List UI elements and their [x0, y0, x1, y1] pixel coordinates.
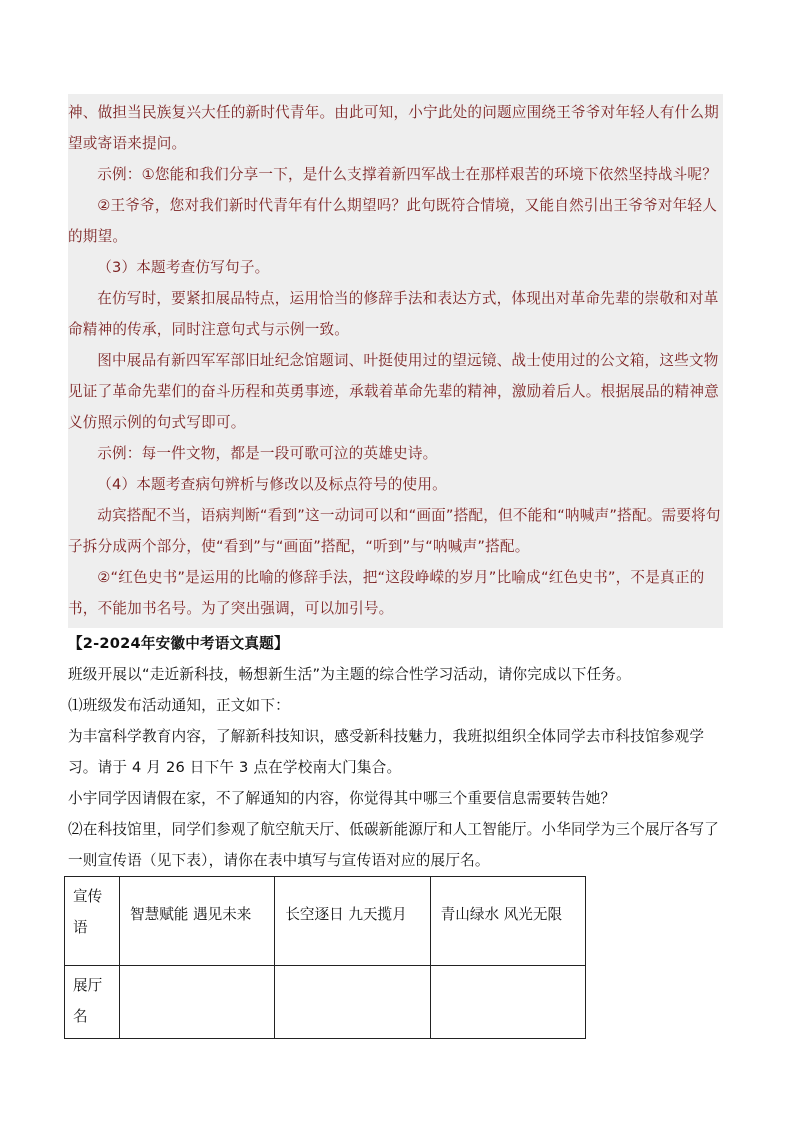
- row-header-hall: 展厅名: [65, 966, 120, 1039]
- slogan-cell: 长空逐日 九天揽月: [275, 877, 430, 966]
- question-block: [68, 628, 728, 876]
- slogan-cell: 青山绿水 风光无限: [430, 877, 585, 966]
- table-row: [65, 877, 586, 966]
- notice-text: 为丰富科学教育内容，了解新科技知识，感受新科技魅力，我班拟组织全体同学去市科技馆参观学习。请于 4 月 26 日下午 3 点在学校南大门集合。: [68, 728, 705, 776]
- answer-line: 示例：每一件文物，都是一段可歌可泣的英雄史诗。: [97, 445, 438, 462]
- slogan-hall-table: [64, 876, 586, 1039]
- question-2: ⑵在科技馆里，同学们参观了航空航天厅、低碳新能源厅和人工智能厅。小华同学为三个展厅各写了一则宣传语（见下表），请你在表中填写与宣传语对应的展厅名。: [68, 821, 719, 869]
- answer-analysis-block: [68, 94, 723, 628]
- slogan-cell: 智慧赋能 遇见未来: [120, 877, 275, 966]
- answer-line: ②王爷爷，您对我们新时代青年有什么期望吗？此句既符合情境，又能自然引出王爷爷对年轻人的期望。: [68, 197, 718, 245]
- answer-line: 图中展品有新四军军部旧址纪念馆题词、叶挺使用过的望远镜、战士使用过的公文箱，这些文物见证了革命先辈们的奋斗历程和英勇事迹，承载着革命先辈的精神，激励着后人。根据展品的精神意义仿照示例的句式写即可。: [68, 352, 719, 431]
- question-1: ⑴班级发布活动通知，正文如下：: [68, 697, 290, 714]
- table-row: [65, 966, 586, 1039]
- answer-line: 示例：①您能和我们分享一下，是什么支撑着新四军战士在那样艰苦的环境下依然坚持战斗呢？: [97, 166, 718, 183]
- answer-line: （3）本题考查仿写句子。: [97, 259, 270, 276]
- hall-answer-cell[interactable]: [120, 966, 275, 1039]
- question-intro: 班级开展以“走近新科技，畅想新生活”为主题的综合性学习活动，请你完成以下任务。: [68, 666, 631, 683]
- row-header-slogan: 宣传语: [65, 877, 120, 966]
- hall-answer-cell[interactable]: [430, 966, 585, 1039]
- answer-line: 在仿写时，要紧扣展品特点，运用恰当的修辞手法和表达方式，体现出对革命先辈的崇敬和对革命精神的传承，同时注意句式与示例一致。: [68, 290, 719, 338]
- answer-line: （4）本题考查病句辨析与修改以及标点符号的使用。: [97, 476, 447, 493]
- answer-line: 神、做担当民族复兴大任的新时代青年。由此可知，小宁此处的问题应围绕王爷爷对年轻人有什么期望或寄语来提问。: [68, 104, 719, 152]
- question-1-ask: 小宇同学因请假在家，不了解通知的内容，你觉得其中哪三个重要信息需要转告她？: [68, 790, 616, 807]
- hall-answer-cell[interactable]: [275, 966, 430, 1039]
- answer-line: ②“红色史书”是运用的比喻的修辞手法，把“这段峥嵘的岁月”比喻成“红色史书”，不是真正的书，不能加书名号。为了突出强调，可以加引号。: [68, 569, 705, 617]
- answer-line: 动宾搭配不当，语病判断“看到”这一动词可以和“画面”搭配，但不能和“呐喊声”搭配。需要将句子拆分成两个部分，使“看到”与“画面”搭配，“听到”与“呐喊声”搭配。: [68, 507, 721, 555]
- question-title: 【2-2024年安徽中考语文真题】: [68, 635, 289, 652]
